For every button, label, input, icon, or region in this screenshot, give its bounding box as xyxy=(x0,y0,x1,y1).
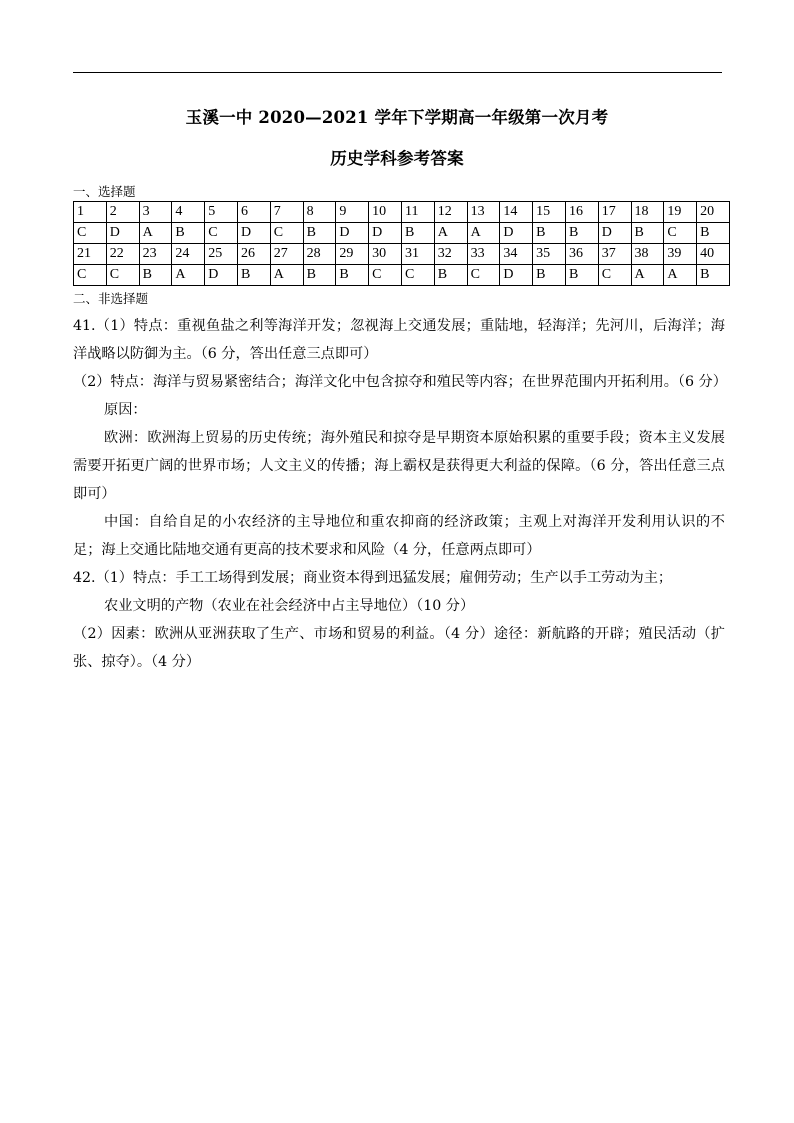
question-number-cell: 30 xyxy=(369,244,402,265)
question-number-cell: 27 xyxy=(270,244,303,265)
answer-cell: D xyxy=(598,223,631,244)
answer-cell: C xyxy=(205,223,238,244)
question-number-cell: 20 xyxy=(697,202,730,223)
answer-cell: A xyxy=(139,223,172,244)
question-number-cell: 11 xyxy=(401,202,434,223)
answer-cell: D xyxy=(336,223,369,244)
answer-cell: A xyxy=(631,265,664,286)
question-number-cell: 28 xyxy=(303,244,336,265)
answer-cell: B xyxy=(533,265,566,286)
answer-table xyxy=(73,201,730,286)
answer-cell: C xyxy=(664,223,697,244)
question-number-cell: 17 xyxy=(598,202,631,223)
question-number-cell: 37 xyxy=(598,244,631,265)
answer-cell: B xyxy=(303,223,336,244)
answer-cell: B xyxy=(401,223,434,244)
question-number-cell: 23 xyxy=(139,244,172,265)
question-number-row xyxy=(74,202,730,223)
answer-cell: C xyxy=(598,265,631,286)
header-rule xyxy=(73,72,722,73)
answer-cell: C xyxy=(401,265,434,286)
answer-body xyxy=(73,312,725,676)
answer-cell: D xyxy=(500,223,533,244)
question-number-cell: 4 xyxy=(172,202,205,223)
q42-part1: 42.（1）特点：手工工场得到发展；商业资本得到迅猛发展；雇佣劳动；生产以手工劳动为主； xyxy=(73,570,673,586)
q42-part1-cont: 农业文明的产物（农业在社会经济中占主导地位）（10 分） xyxy=(104,598,475,614)
answer-cell: B xyxy=(434,265,467,286)
question-number-cell: 36 xyxy=(565,244,598,265)
question-number-cell: 32 xyxy=(434,244,467,265)
question-number-cell: 38 xyxy=(631,244,664,265)
question-number-cell: 31 xyxy=(401,244,434,265)
answer-cell: B xyxy=(697,223,730,244)
answer-cell: B xyxy=(172,223,205,244)
question-number-cell: 18 xyxy=(631,202,664,223)
answer-row xyxy=(74,223,730,244)
question-number-cell: 14 xyxy=(500,202,533,223)
question-number-cell: 25 xyxy=(205,244,238,265)
answer-cell: A xyxy=(434,223,467,244)
question-number-cell: 10 xyxy=(369,202,402,223)
question-number-cell: 9 xyxy=(336,202,369,223)
answer-cell: B xyxy=(303,265,336,286)
question-number-cell: 35 xyxy=(533,244,566,265)
question-number-cell: 6 xyxy=(237,202,270,223)
question-number-cell: 19 xyxy=(664,202,697,223)
answer-cell: C xyxy=(467,265,500,286)
question-number-cell: 3 xyxy=(139,202,172,223)
answer-cell: A xyxy=(270,265,303,286)
question-number-cell: 5 xyxy=(205,202,238,223)
page-subtitle: 历史学科参考答案 xyxy=(330,149,464,168)
question-number-cell: 12 xyxy=(434,202,467,223)
q41-part2: （2）特点：海洋与贸易紧密结合；海洋文化中包含掠夺和殖民等内容；在世界范围内开拓利用。（6 分） xyxy=(73,374,727,390)
question-number-cell: 22 xyxy=(106,244,139,265)
question-number-cell: 8 xyxy=(303,202,336,223)
answer-cell: A xyxy=(664,265,697,286)
answer-cell: A xyxy=(467,223,500,244)
section-non-choice-label: 二、非选择题 xyxy=(73,291,149,306)
q41-europe-reason: 欧洲：欧洲海上贸易的历史传统；海外殖民和掠夺是早期资本原始积累的重要手段；资本主义发展需要开拓更广阔的世界市场；人文主义的传播；海上霸权是获得更大利益的保障。（6 分，答出任意三点即可） xyxy=(73,430,725,502)
answer-cell: C xyxy=(74,265,107,286)
answer-cell: B xyxy=(565,265,598,286)
answer-cell: B xyxy=(697,265,730,286)
question-number-cell: 33 xyxy=(467,244,500,265)
question-number-row xyxy=(74,244,730,265)
answer-cell: C xyxy=(106,265,139,286)
answer-cell: B xyxy=(565,223,598,244)
answer-row xyxy=(74,265,730,286)
q41-china-reason: 中国：自给自足的小农经济的主导地位和重农抑商的经济政策；主观上对海洋开发利用认识的不足；海上交通比陆地交通有更高的技术要求和风险（4 分，任意两点即可） xyxy=(73,514,725,558)
answer-cell: C xyxy=(369,265,402,286)
question-number-cell: 1 xyxy=(74,202,107,223)
q41-part1: 41.（1）特点：重视鱼盐之利等海洋开发；忽视海上交通发展；重陆地，轻海洋；先河川，后海洋；海洋战略以防御为主。（6 分，答出任意三点即可） xyxy=(73,318,725,362)
question-number-cell: 34 xyxy=(500,244,533,265)
answer-cell: B xyxy=(237,265,270,286)
question-number-cell: 24 xyxy=(172,244,205,265)
section-multiple-choice-label: 一、选择题 xyxy=(73,184,136,199)
answer-cell: D xyxy=(369,223,402,244)
question-number-cell: 13 xyxy=(467,202,500,223)
answer-cell: C xyxy=(270,223,303,244)
question-number-cell: 40 xyxy=(697,244,730,265)
question-number-cell: 2 xyxy=(106,202,139,223)
question-number-cell: 15 xyxy=(533,202,566,223)
answer-cell: B xyxy=(139,265,172,286)
page-title: 玉溪一中 2020—2021 学年下学期高一年级第一次月考 xyxy=(185,108,609,127)
question-number-cell: 21 xyxy=(74,244,107,265)
answer-cell: A xyxy=(172,265,205,286)
question-number-cell: 39 xyxy=(664,244,697,265)
q41-reason-heading: 原因： xyxy=(104,402,147,418)
answer-cell: D xyxy=(237,223,270,244)
answer-cell: D xyxy=(500,265,533,286)
question-number-cell: 26 xyxy=(237,244,270,265)
answer-cell: C xyxy=(74,223,107,244)
answer-cell: B xyxy=(533,223,566,244)
question-number-cell: 16 xyxy=(565,202,598,223)
question-number-cell: 7 xyxy=(270,202,303,223)
question-number-cell: 29 xyxy=(336,244,369,265)
answer-cell: D xyxy=(106,223,139,244)
q42-part2: （2）因素：欧洲从亚洲获取了生产、市场和贸易的利益。（4 分）途径：新航路的开辟；殖民活动（扩张、掠夺）。（4 分） xyxy=(73,626,725,670)
answer-cell: B xyxy=(631,223,664,244)
answer-cell: B xyxy=(336,265,369,286)
answer-cell: D xyxy=(205,265,238,286)
